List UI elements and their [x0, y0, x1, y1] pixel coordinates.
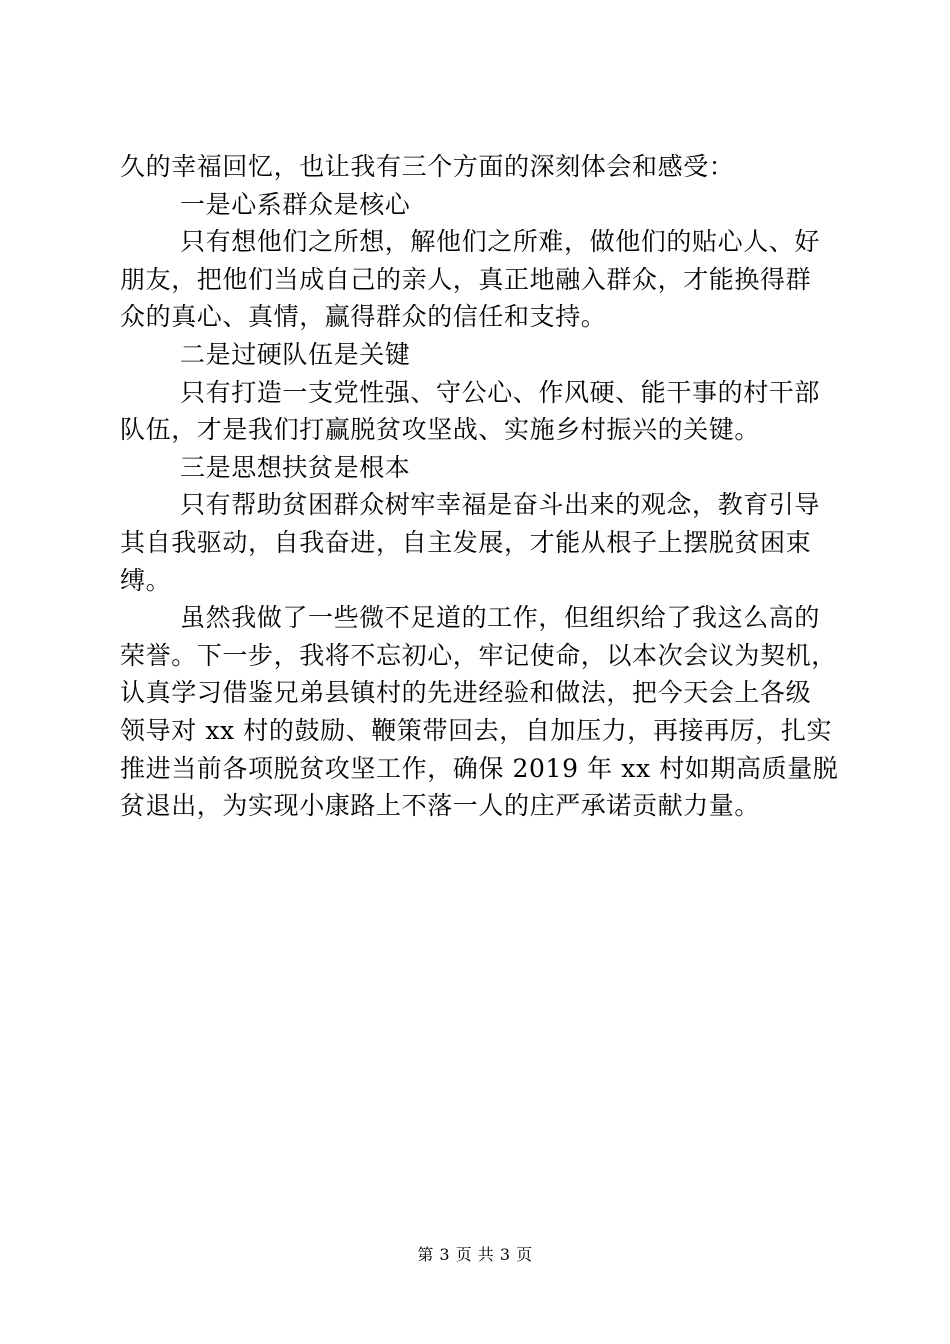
text-line: 认真学习借鉴兄弟县镇村的先进经验和做法，把今天会上各级: [120, 678, 812, 708]
text-line: 只有想他们之所想，解他们之所难，做他们的贴心人、好: [180, 227, 821, 257]
text-line: 只有帮助贫困群众树牢幸福是奋斗出来的观念，教育引导: [180, 490, 821, 520]
page-footer: 第 3 页 共 3 页: [417, 1245, 533, 1264]
text-line: 缚。: [120, 565, 172, 595]
section-heading: 一是心系群众是核心: [180, 189, 411, 219]
text-line: 领导对 xx 村的鼓励、鞭策带回去，自加压力，再接再厉，扎实: [120, 715, 833, 745]
text-line: 久的幸福回忆，也让我有三个方面的深刻体会和感受：: [120, 152, 735, 181]
text-line: 朋友，把他们当成自己的亲人，真正地融入群众，才能换得群: [120, 264, 812, 294]
section-heading: 三是思想扶贫是根本: [180, 452, 411, 482]
text-line: 推进当前各项脱贫攻坚工作，确保 2019 年 xx 村如期高质量脱: [120, 753, 839, 783]
text-line: 队伍，才是我们打赢脱贫攻坚战、实施乡村振兴的关键。: [120, 415, 761, 445]
text-line: 贫退出，为实现小康路上不落一人的庄严承诺贡献力量。: [120, 791, 761, 821]
document-body: [120, 148, 840, 825]
text-line: 众的真心、真情，赢得群众的信任和支持。: [120, 302, 607, 332]
text-line: 其自我驱动，自我奋进，自主发展，才能从根子上摆脱贫困束: [120, 527, 812, 557]
section-heading: 二是过硬队伍是关键: [180, 339, 411, 369]
text-line: 荣誉。下一步，我将不忘初心，牢记使命，以本次会议为契机，: [120, 640, 837, 670]
text-line: 只有打造一支党性强、守公心、作风硬、能干事的村干部: [180, 377, 821, 407]
text-line: 虽然我做了一些微不足道的工作，但组织给了我这么高的: [180, 603, 821, 633]
